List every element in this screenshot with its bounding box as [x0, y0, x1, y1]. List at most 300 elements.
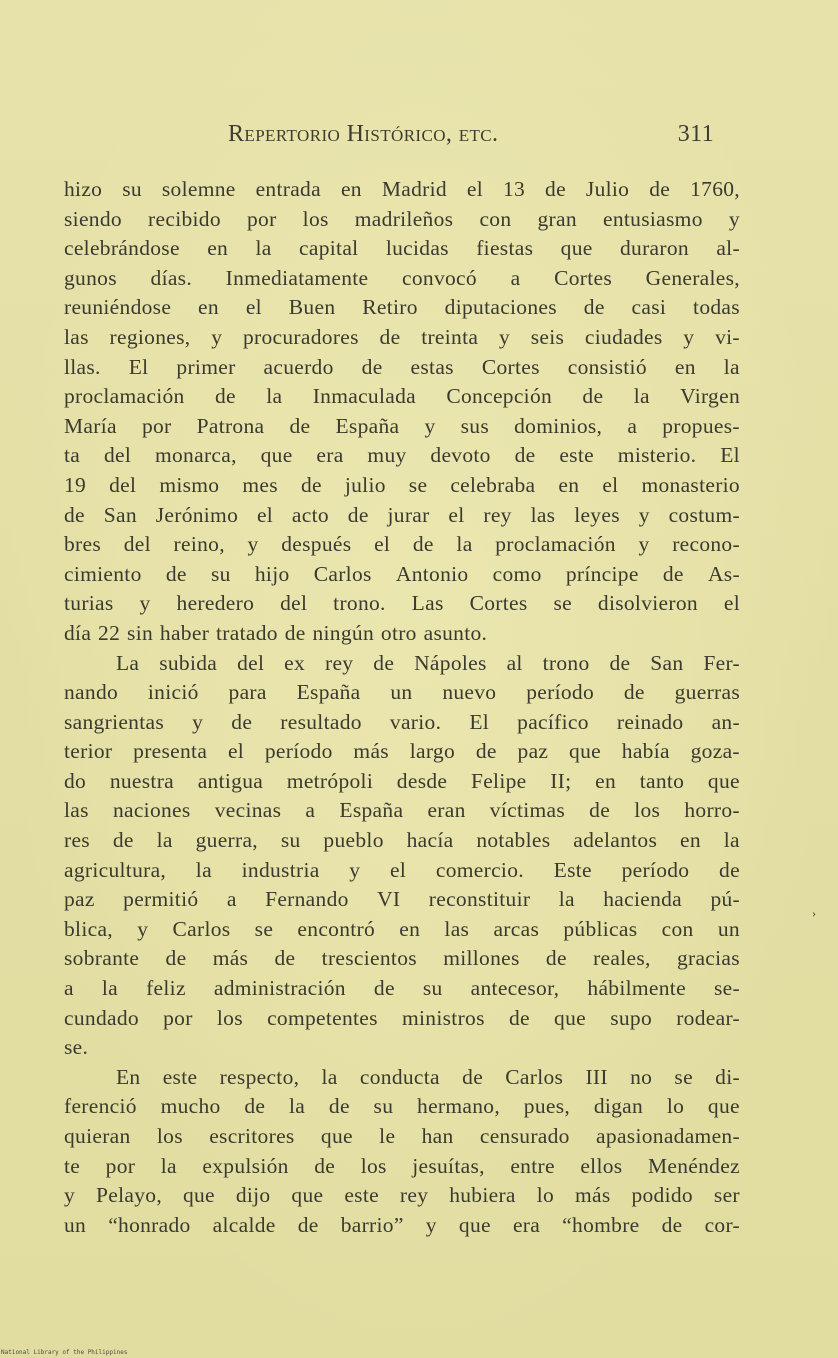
word: de [314, 1153, 336, 1178]
word: se [674, 1064, 693, 1089]
word: Este [553, 857, 592, 882]
word: largo [409, 739, 456, 764]
word: a [627, 413, 638, 438]
word: por [105, 1153, 136, 1178]
text-line [64, 767, 740, 797]
word: feliz [146, 976, 186, 1001]
text-line [64, 441, 740, 471]
word: leyes [574, 502, 620, 527]
word: competentes [267, 1005, 378, 1030]
word: comercio. [435, 857, 524, 882]
word: antecesor, [470, 976, 560, 1001]
word: y [192, 709, 204, 734]
word: te [64, 1153, 81, 1178]
word: millones [443, 946, 520, 971]
text-line [64, 323, 740, 353]
word: pacífico [517, 709, 589, 734]
word: de [545, 177, 566, 201]
word: otro [380, 620, 417, 645]
word: reino, [173, 532, 225, 557]
word: vario. [389, 709, 442, 734]
word: este [559, 443, 594, 468]
word: la [255, 236, 272, 261]
word: Jerónimo [155, 502, 239, 527]
word: con [661, 916, 694, 941]
word: convocó [402, 265, 477, 290]
word: treinta [421, 324, 479, 349]
word: expulsión [202, 1153, 289, 1178]
word: Patrona [196, 413, 265, 438]
word: de [165, 561, 187, 586]
word: que [569, 739, 601, 764]
word: resultado [280, 709, 362, 734]
word: mes [242, 472, 278, 497]
word: en [558, 472, 580, 497]
word: digan [593, 1094, 644, 1119]
word: que [560, 236, 593, 261]
word: de [64, 502, 85, 527]
word: que [554, 1005, 586, 1030]
word: los [302, 206, 329, 231]
text-line [64, 560, 740, 590]
word: con [479, 206, 512, 231]
word: de [347, 502, 369, 527]
word: presenta [133, 739, 208, 764]
word: Inmaculada [312, 384, 416, 409]
word: de [583, 295, 605, 320]
word: turias [64, 591, 114, 616]
word: el [256, 502, 274, 527]
word: misterio. [617, 443, 697, 468]
word: de [582, 384, 604, 409]
word: que [291, 1183, 324, 1208]
word: madrileños [354, 206, 454, 231]
word: apasionadamen- [596, 1124, 740, 1148]
word: la [558, 887, 575, 912]
word: an- [711, 709, 740, 734]
word: guerra, [195, 828, 258, 853]
word: y [683, 324, 695, 349]
word: la [321, 1064, 338, 1089]
word: que [707, 768, 740, 793]
word: sobrante [64, 946, 140, 971]
word: la [156, 828, 173, 853]
word: la [266, 384, 283, 409]
word: de [412, 532, 434, 557]
word: diputaciones [444, 295, 557, 320]
word: terior [64, 739, 113, 764]
word: Carlos [505, 1064, 564, 1089]
word: cor- [704, 1212, 740, 1237]
word: este [344, 1183, 379, 1208]
word: ministros [402, 1005, 485, 1030]
word: de [373, 976, 395, 1001]
word: As- [707, 561, 740, 586]
word: España [335, 413, 400, 438]
word: entre [510, 1153, 555, 1178]
word: Menéndez [647, 1153, 740, 1178]
word: las [444, 916, 470, 941]
word: reales, [593, 946, 651, 971]
text-line [64, 1092, 740, 1122]
word: en [399, 916, 421, 941]
word: los [216, 1005, 243, 1030]
word: los [634, 798, 661, 823]
word: ellos [580, 1153, 623, 1178]
word: España [296, 680, 361, 705]
word: vecinas [214, 798, 282, 823]
word: Felipe [470, 768, 527, 793]
word: las [64, 324, 89, 349]
word: a [64, 976, 74, 1001]
word: seis [530, 324, 565, 349]
word: di- [715, 1064, 740, 1089]
word: naciones [112, 798, 191, 823]
word: haber [159, 620, 210, 645]
word: que [260, 443, 293, 468]
word: llas. [64, 354, 101, 379]
word: El [469, 709, 490, 734]
word: rey [483, 502, 512, 527]
text-line [64, 412, 740, 442]
word: nuevo [442, 680, 497, 705]
word: siendo [64, 206, 122, 231]
word: un [64, 1212, 87, 1237]
word: de [462, 1064, 484, 1089]
word: en [198, 295, 219, 320]
word: y [139, 591, 151, 616]
word: el [448, 502, 465, 527]
word: las [530, 502, 556, 527]
word: Antonio [395, 561, 469, 586]
word: le [379, 1124, 396, 1148]
word: sus [460, 413, 489, 438]
word: han [421, 1124, 454, 1148]
word: Fer- [703, 650, 740, 675]
word: lucidas [385, 236, 449, 261]
word: príncipe [565, 561, 639, 586]
word: gran [537, 206, 577, 231]
word: España [339, 798, 404, 823]
word: quieran [64, 1124, 131, 1148]
word: públicas [563, 916, 638, 941]
word: ciudades [584, 324, 663, 349]
word: el [374, 532, 391, 557]
word: alcalde [212, 1212, 276, 1237]
word: agricultura, [64, 857, 167, 882]
word: el [466, 177, 483, 201]
word: San [650, 650, 684, 675]
word: se [553, 591, 572, 616]
word: al- [716, 236, 740, 261]
word: en [680, 828, 701, 853]
word: dijo [235, 1183, 271, 1208]
word: y [424, 413, 436, 438]
word: a [510, 265, 521, 290]
word: entrada [255, 177, 321, 201]
word: sin [127, 620, 154, 645]
word: la [723, 354, 740, 379]
word: notables [476, 828, 551, 853]
word: de [649, 177, 671, 201]
word: III [585, 1064, 608, 1089]
word: y [247, 532, 259, 557]
text-line [64, 944, 740, 974]
word: hijo [254, 561, 290, 586]
word: cimiento [64, 561, 142, 586]
word: desde [396, 768, 448, 793]
word: de [214, 384, 236, 409]
word: por [247, 206, 277, 231]
word: de [373, 650, 395, 675]
word: en [340, 177, 362, 201]
word: que [182, 1183, 215, 1208]
word: de [379, 324, 401, 349]
page-number: 311 [677, 121, 714, 147]
word: y [638, 532, 650, 557]
word: capital [299, 236, 359, 261]
word: era [316, 443, 344, 468]
word: de [297, 1212, 319, 1237]
word: Madrid [381, 177, 447, 201]
text-line [64, 915, 740, 945]
word: de [328, 1094, 350, 1119]
word: se [254, 916, 274, 941]
text-line [64, 796, 740, 826]
word: recono- [672, 532, 740, 557]
word: hacienda [603, 887, 683, 912]
text-line [64, 234, 740, 264]
word: procuradores [242, 324, 359, 349]
word: La [116, 650, 140, 675]
text-line [64, 1004, 740, 1034]
word: período [264, 739, 333, 764]
word: blica, [64, 916, 113, 941]
word: administración [213, 976, 346, 1001]
word: la [160, 1153, 177, 1178]
word: Carlos [313, 561, 372, 586]
text-line [64, 175, 740, 205]
text-line [64, 649, 740, 679]
word: Las [411, 591, 444, 616]
word: El [720, 443, 740, 468]
word: tratado [216, 620, 278, 645]
word: reconstituir [428, 887, 531, 912]
word: industria [241, 857, 320, 882]
word: de [289, 413, 311, 438]
word: entusiasmo [603, 206, 703, 231]
word: para [228, 680, 267, 705]
word: más [353, 739, 389, 764]
running-header [228, 121, 714, 155]
word: rodear- [676, 1005, 740, 1030]
word: de [300, 472, 322, 497]
word: del [103, 443, 132, 468]
text-line [64, 1033, 740, 1063]
word: de [719, 857, 740, 882]
word: recibido [148, 206, 221, 231]
word: se [408, 472, 428, 497]
word: acuerdo [263, 354, 334, 379]
word: ningún [312, 620, 375, 645]
body-text [64, 175, 740, 1240]
word: su [280, 828, 301, 853]
word: Carlos [172, 916, 231, 941]
text-line [64, 737, 740, 767]
word: rey [324, 650, 354, 675]
word: nando [64, 680, 119, 705]
word: Cortes [469, 591, 528, 616]
word: a [226, 887, 237, 912]
word: guerras [674, 680, 740, 705]
word: el [723, 591, 740, 616]
word: tanto [639, 768, 685, 793]
word: arcas [493, 916, 540, 941]
text-line [64, 856, 740, 886]
word: pú- [710, 887, 740, 912]
word: censurado [479, 1124, 570, 1148]
text-line [64, 382, 740, 412]
word: su [210, 561, 231, 586]
text-line [64, 353, 740, 383]
word: adelantos [573, 828, 658, 853]
word: lo [666, 1094, 685, 1119]
word: duraron [619, 236, 689, 261]
word: gunos [64, 265, 117, 290]
word: de [545, 946, 567, 971]
word: un [390, 680, 413, 705]
word: permitió [123, 887, 199, 912]
word: En [116, 1064, 141, 1089]
word: Inmediatamente [225, 265, 369, 290]
word: de [165, 946, 187, 971]
word: de [662, 561, 684, 586]
word: pueblo [323, 828, 384, 853]
text-line [64, 293, 740, 323]
word: trono. [333, 591, 386, 616]
text-line [64, 1181, 740, 1211]
word: de [589, 798, 611, 823]
word: hubiera [449, 1183, 516, 1208]
text-line [64, 826, 740, 856]
word: barrio” [340, 1212, 404, 1237]
word: no [630, 1064, 653, 1089]
word: “honrado [108, 1212, 191, 1237]
word: ta [64, 443, 81, 468]
word: como [492, 561, 542, 586]
word: rey [399, 1183, 429, 1208]
word: jurar [387, 502, 430, 527]
text-line [64, 708, 740, 738]
word: respecto, [219, 1064, 300, 1089]
word: su [422, 976, 443, 1001]
word: El [128, 354, 149, 379]
word: celebrándose [64, 236, 180, 261]
word: y [211, 324, 223, 349]
word: escritores [209, 1124, 295, 1148]
word: ferenció [64, 1094, 137, 1119]
running-title: Repertorio Histórico, etc. [228, 121, 499, 147]
word: acto [291, 502, 329, 527]
word: paz [64, 887, 95, 912]
word: su [122, 177, 142, 201]
word: el [390, 857, 407, 882]
word: en [595, 768, 617, 793]
word: período [526, 680, 594, 705]
word: sangrientas [64, 709, 165, 734]
word: paz [517, 739, 549, 764]
word: supo [610, 1005, 653, 1030]
word: del [109, 472, 137, 497]
word: trono [542, 650, 590, 675]
word: y [638, 502, 650, 527]
word: hábilmente [587, 976, 686, 1001]
word: 13 [502, 177, 526, 201]
word: Nápoles [414, 650, 487, 675]
word: por [141, 413, 172, 438]
word: regiones, [109, 324, 191, 349]
word: gracias [676, 946, 740, 971]
word: en [207, 236, 229, 261]
word: las [64, 798, 89, 823]
word: horro- [684, 798, 740, 823]
text-line [64, 619, 740, 649]
word: todas [693, 295, 740, 320]
word: de [623, 680, 645, 705]
word: que [320, 1124, 353, 1148]
word: mismo [159, 472, 220, 497]
word: día [64, 620, 92, 645]
word: después [281, 532, 352, 557]
word: un [717, 916, 740, 941]
word: eran [427, 798, 466, 823]
word: este [162, 1064, 198, 1089]
word: celebraba [450, 472, 536, 497]
word: conducta [359, 1064, 440, 1089]
word: asunto. [423, 620, 488, 645]
word: la [456, 532, 473, 557]
text-line [64, 471, 740, 501]
word: cundado [64, 1005, 139, 1030]
word: pues, [523, 1094, 571, 1119]
word: del [123, 532, 151, 557]
word: el [245, 295, 262, 320]
word: res [64, 828, 90, 853]
word: del [237, 650, 265, 675]
word: el [602, 472, 619, 497]
word: casi [631, 295, 667, 320]
word: metrópoli [286, 768, 374, 793]
word: monarca, [154, 443, 237, 468]
word: de [508, 1005, 530, 1030]
word: Concepción [446, 384, 553, 409]
word: estas [410, 354, 454, 379]
word: la [633, 384, 650, 409]
word: del [280, 591, 308, 616]
word: en [674, 354, 696, 379]
text-line [64, 1211, 740, 1241]
word: que [458, 1212, 491, 1237]
word: proclamación [495, 532, 616, 557]
word: devoto [430, 443, 491, 468]
text-line [64, 974, 740, 1004]
word: se. [64, 1035, 89, 1060]
word: víctimas [489, 798, 566, 823]
word: María [64, 413, 117, 438]
word: primer [176, 354, 236, 379]
word: de [112, 828, 134, 853]
text-line [64, 1063, 740, 1093]
